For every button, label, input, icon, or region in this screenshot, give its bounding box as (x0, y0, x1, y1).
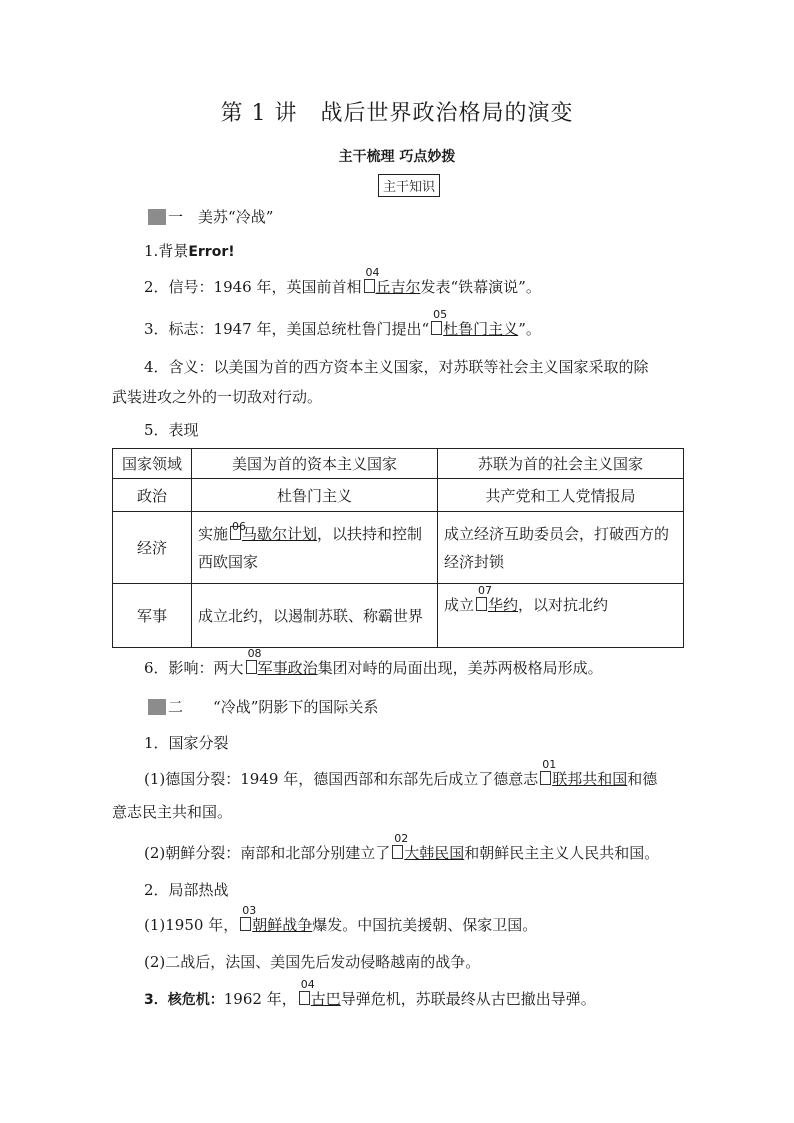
answer-text: 丘吉尔 (375, 278, 421, 296)
section-block-icon (146, 699, 166, 715)
answer-marker: 07 (476, 597, 487, 611)
table-cell: 杜鲁门主义 (192, 479, 438, 512)
answer-text: 大韩民国 (404, 844, 465, 862)
table-cell: 成立北约，以遏制苏联、称霸世界 (192, 584, 438, 648)
answer-text: 华约 (488, 596, 519, 614)
answer-text: 马歇尔计划 (242, 524, 318, 543)
section1-heading: 一 美苏“冷战” (146, 206, 273, 228)
s2-p2b: (2)二战后，法国、美国先后发动侵略越南的战争。 (144, 953, 481, 971)
answer-marker: 03 (240, 917, 251, 931)
s2-p3: 3．核危机：1962 年， 04 古巴导弹危机，苏联最终从古巴撤出导弹。 (144, 978, 596, 1008)
table-row (113, 449, 684, 479)
page-title: 第 1 讲 战后世界政治格局的演变 (220, 101, 574, 126)
table-cell: 成立 07 华约，以对抗北约 (438, 584, 684, 648)
answer-text: 军事政治 (257, 659, 318, 677)
answer-text: 朝鲜战争 (252, 916, 313, 934)
box-label: 主干知识 (378, 174, 440, 197)
table-row (113, 512, 684, 584)
answer-text: 联邦共和国 (552, 770, 628, 788)
answer-text: 古巴 (310, 990, 341, 1008)
table-row (113, 584, 684, 648)
answer-text: 杜鲁门主义 (443, 320, 519, 338)
s1-line4b: 武装进攻之外的一切敌对行动。 (112, 388, 323, 406)
table-cell: 政治 (113, 479, 192, 512)
table-header-cell: 美国为首的资本主义国家 (192, 449, 438, 479)
subtitle: 主干梳理 巧点妙拨 (338, 149, 456, 165)
s2-p1b: (2)朝鲜分裂：南部和北部分别建立了 02 大韩民国和朝鲜民主主义人民共和国。 (144, 832, 660, 862)
table-cell: 实施 06 马歇尔计划，以扶持和控制西欧国家 (192, 512, 438, 584)
table-cell: 共产党和工人党情报局 (438, 479, 684, 512)
table-row (113, 479, 684, 512)
s2-p1a-cont: 意志民主共和国。 (112, 803, 233, 821)
answer-marker: 02 (392, 845, 403, 859)
answer-marker: 06 (230, 526, 241, 540)
table-cell: 军事 (113, 584, 192, 648)
s1-line5: 5．表现 (144, 421, 199, 439)
s2-p2a: (1)1950 年， 03 朝鲜战争爆发。中国抗美援朝、保家卫国。 (144, 904, 538, 934)
s1-line1: 1.背景Error! (144, 242, 235, 260)
comparison-table (112, 448, 684, 648)
section2-heading: 二 “冷战”阴影下的国际关系 (146, 696, 378, 718)
s1-line3: 3．标志：1947 年，美国总统杜鲁门提出“ 05 杜鲁门主义”。 (144, 308, 541, 338)
s1-line6: 6．影响：两大 08 军事政治集团对峙的局面出现，美苏两极格局形成。 (144, 647, 603, 677)
s2-p1a: (1)德国分裂：1949 年，德国西部和东部先后成立了德意志 01 联邦共和国和德 (144, 758, 658, 788)
table-cell: 成立经济互助委员会，打破西方的经济封锁 (438, 512, 684, 584)
table-header-cell: 苏联为首的社会主义国家 (438, 449, 684, 479)
section-block-icon (146, 209, 166, 225)
s1-line2: 2．信号：1946 年，英国前首相 04 丘吉尔发表“铁幕演说”。 (144, 266, 541, 296)
table-cell: 经济 (113, 512, 192, 584)
s1-line4a: 4．含义：以美国为首的西方资本主义国家，对苏联等社会主义国家采取的除 (144, 358, 649, 376)
answer-marker: 01 (540, 771, 551, 785)
answer-marker: 04 (299, 991, 310, 1005)
answer-marker: 05 (431, 321, 442, 335)
answer-marker: 08 (246, 660, 257, 674)
table-header-cell: 国家领域 (113, 449, 192, 479)
s2-p2: 2．局部热战 (144, 881, 229, 899)
s2-p1: 1．国家分裂 (144, 734, 229, 752)
answer-marker: 04 (364, 279, 375, 293)
